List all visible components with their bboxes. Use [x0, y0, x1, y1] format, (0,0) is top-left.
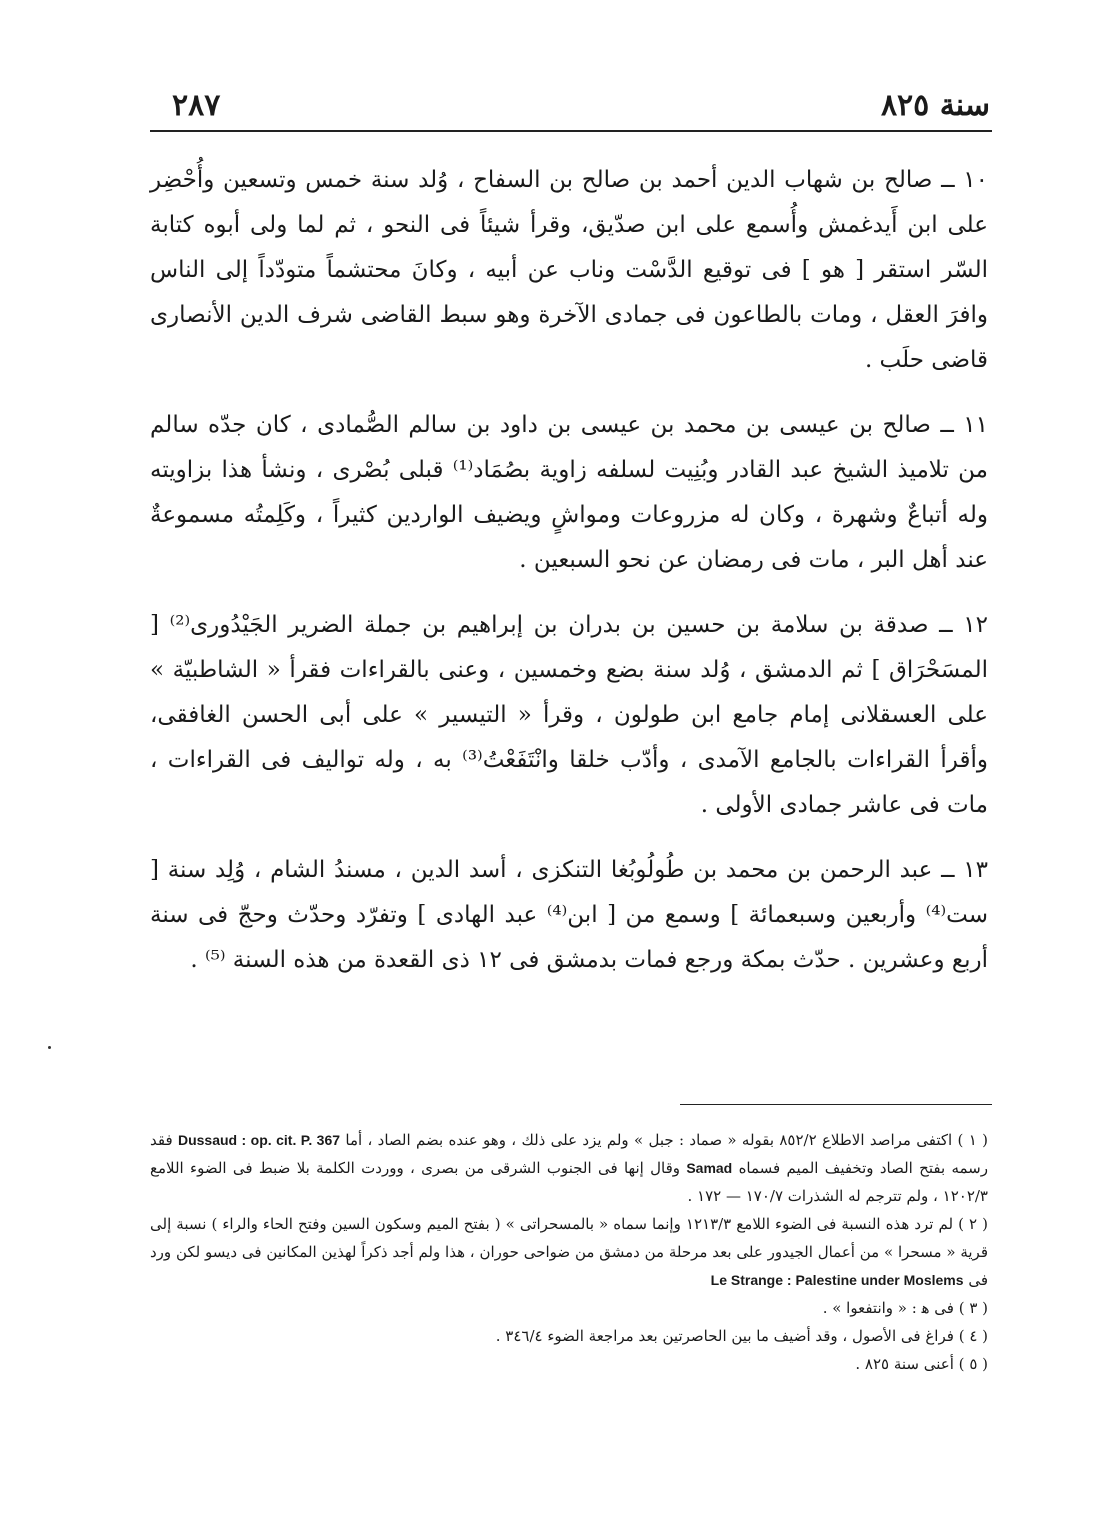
footnote-1-latin-ref: Dussaud : op. cit. P. 367	[177, 1132, 341, 1148]
margin-mark	[48, 1046, 51, 1049]
footnote-4: ( ٤ ) فراغ فى الأصول ، وقد أضيف ما بين الحاصرتين بعد مراجعة الضوء ٣٤٦/٤ .	[495, 1327, 988, 1345]
footnote-1	[150, 1126, 988, 1210]
footnote-1-text-c: وقال إنها فى الجنوب الشرقى من بصرى ، ووردت الكلمة بلا ضبط فى الضوء اللامع ١٢٠٢/٣ ، ولم تترجم له الشذرات ١٧٠/٧ — ١٧٢ .	[150, 1159, 988, 1205]
biography-entry-12: ١٢ ــ صدقة بن سلامة بن حسين بن بدران بن إبراهيم بن جملة الضرير الجَيْدُورى⁽²⁾ [ المسَحْرَاق ] ثم الدمشق ، وُلد سنة بضع وخمسين ، وعنى بالقراءات فقرأ « الشاطبيّة » على العسقلانى إمام جامع ابن طولون ، وقرأ « التيسير » على أبى الحسن الغافقى، وأقرأ القراءات بالجامع الآمدى ، وأدّب خلقا وانْتَفَعْتُ⁽³⁾ به ، وله تواليف فى القراءات ، مات فى عاشر جمادى الأولى .	[150, 612, 988, 818]
biography-entry-11: ١١ ــ صالح بن عيسى بن محمد بن عيسى بن داود بن سالم الصُّمادى ، كان جدّه سالم من تلاميذ الشيخ عبد القادر وبُنِيت لسلفه زاوية بصُمَاد⁽¹⁾ قبلى بُصْرى ، ونشأ هذا بزاويته وله أتباعٌ وشهرة ، وكان له مزروعات ومواشٍ ويضيف الواردين كثيراً ، وكَلِمتُه مسموعةٌ عند أهل البر ، مات فى رمضان عن نحو السبعين .	[150, 412, 988, 573]
footnote-2	[150, 1210, 988, 1294]
footnote-3: ( ٣ ) فى ﻫ : « وانتفعوا » .	[822, 1299, 988, 1317]
main-text	[150, 158, 988, 1003]
biography-entry-10: ١٠ ــ صالح بن شهاب الدين أحمد بن صالح بن السفاح ، وُلد سنة خمس وتسعين وأُحْضِر على ابن أَيدغمش وأُسمع على ابن صدّيق، وقرأ شيئاً فى النحو ، ثم لما ولى أبوه كتابة السّر استقر [ هو ] فى توقيع الدَّسْت وناب عن أبيه ، وكانَ محتشماً متودّداً إلى الناس وافرَ العقل ، ومات بالطاعون فى جمادى الآخرة وهو سبط القاضى شرف الدين الأنصارى قاضى حلَب .	[150, 167, 988, 373]
footnote-rule	[680, 1104, 992, 1105]
footnote-1-latin-name: Samad	[686, 1160, 733, 1176]
footnote-2-latin-ref: Le Strange : Palestine under Moslems	[710, 1272, 964, 1288]
footnote-1-text-b: فقد رسمه بفتح الصاد وتخفيف الميم فسماه	[150, 1131, 988, 1177]
running-head-year: سنة ٨٢٥	[880, 88, 990, 123]
footnote-1-text-a: ( ١ ) اكتفى مراصد الاطلاع ٨٥٢/٢ بقوله « صماد : جبل » ولم يزد على ذلك ، وهو عنده بضم الصاد ، أما	[345, 1131, 988, 1149]
biography-entry-13: ١٣ ــ عبد الرحمن بن محمد بن طُولُوبُغا التنكزى ، أسد الدين ، مسندُ الشام ، وُلِد سنة [ ست⁽⁴⁾ وأربعين وسبعمائة ] وسمع من [ ابن⁽⁴⁾ عبد الهادى ] وتفرّد وحدّث وحجّ فى سنة أربع وعشرين . حدّث بمكة ورجع فمات بدمشق فى ١٢ ذى القعدة من هذه السنة ⁽⁵⁾ .	[150, 857, 988, 973]
header-rule	[150, 130, 992, 132]
footnotes	[150, 1126, 988, 1378]
footnote-5: ( ٥ ) أعنى سنة ٨٢٥ .	[855, 1355, 988, 1373]
page-number: ٢٨٧	[172, 88, 221, 123]
page-header	[150, 88, 990, 128]
footnote-2-text: ( ٢ ) لم ترد هذه النسبة فى الضوء اللامع ١٢١٣/٣ وإنما سماه « بالمسحراتى » ( بفتح الميم وسكون السين وفتح الحاء والراء ) نسبة إلى قرية « مسحرا » من أعمال الجيدور على بعد مرحلة من دمشق من ضواحى حوران ، هذا ولم أجد ذكراً لهذين المكانين فى ديسو لكن ورد فى	[150, 1215, 989, 1289]
